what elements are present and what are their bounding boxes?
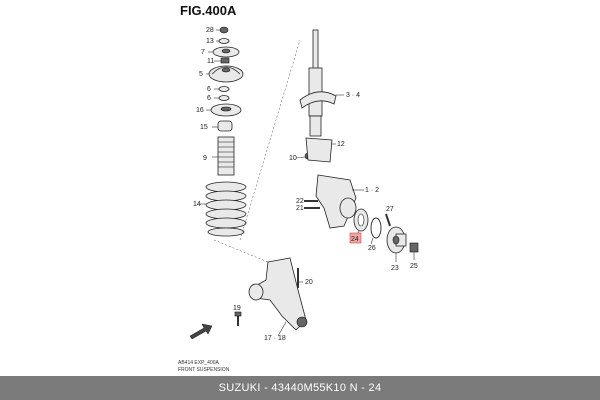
part-13-washer xyxy=(216,39,229,44)
part-6-washer-a xyxy=(214,87,229,92)
callout-15: 15 xyxy=(200,124,208,131)
front-direction-arrow-icon xyxy=(190,324,212,339)
callout-23: 23 xyxy=(391,265,399,272)
part-6-washer-b xyxy=(214,96,229,101)
callout-16: 16 xyxy=(196,107,204,114)
callout-13: 13 xyxy=(206,38,214,45)
part-5-upper-mount xyxy=(206,66,243,82)
part-9-dust-boot xyxy=(212,137,234,175)
part-27-stud xyxy=(386,214,390,226)
figure-title: FIG.400A xyxy=(180,3,237,18)
callout-14: 14 xyxy=(193,201,201,208)
part-14-coil-spring xyxy=(200,182,246,236)
callout-11: 11 xyxy=(207,58,215,65)
callout-20: 20 xyxy=(305,279,313,286)
callout-24: 24 xyxy=(351,236,359,243)
strut-lower-clamp xyxy=(306,138,332,162)
callout-28: 28 xyxy=(206,27,214,34)
callout-6a: 6 xyxy=(207,86,211,93)
part-16-bearing xyxy=(206,104,241,116)
section-name: FRONT SUSPENSION xyxy=(178,367,230,373)
part-15-bump-stop xyxy=(212,121,232,131)
part-20-bolt xyxy=(298,268,303,288)
part-26-snap-ring xyxy=(371,218,381,244)
callout-19: 19 xyxy=(233,305,241,312)
part-25-hub-nut xyxy=(410,243,418,260)
footer-part-info: SUZUKI - 43440M55K10 N - 24 xyxy=(218,382,382,394)
part-3-4-strut xyxy=(300,30,344,136)
callout-22: 22 xyxy=(296,198,304,205)
footer-bar xyxy=(0,376,600,400)
callout-10: 10 xyxy=(289,155,297,162)
doc-code: AB414 EXP_400A xyxy=(178,360,219,366)
callout-7: 7 xyxy=(201,49,205,56)
part-19-bolt xyxy=(235,312,241,326)
part-28-nut xyxy=(216,27,228,33)
assembly-guide-line-upper xyxy=(240,40,300,240)
callout-26: 26 xyxy=(368,245,376,252)
part-11-nut xyxy=(214,58,229,63)
part-7-mount xyxy=(208,47,239,57)
callout-1-2: 1 · 2 xyxy=(365,187,380,194)
callout-3-4: 3 · 4 xyxy=(346,92,361,99)
callout-9: 9 xyxy=(203,155,207,162)
callout-25: 25 xyxy=(410,263,418,270)
callout-5: 5 xyxy=(199,71,203,78)
callout-17-18: 17 · 18 xyxy=(264,335,286,342)
callout-27: 27 xyxy=(386,206,394,213)
part-23-hub xyxy=(387,227,406,262)
assembly-guide-line-lower xyxy=(214,240,268,262)
callout-12: 12 xyxy=(337,141,345,148)
callout-21: 21 xyxy=(296,205,304,212)
callout-6b: 6 xyxy=(207,95,211,102)
part-24-wheel-bearing xyxy=(354,209,368,236)
